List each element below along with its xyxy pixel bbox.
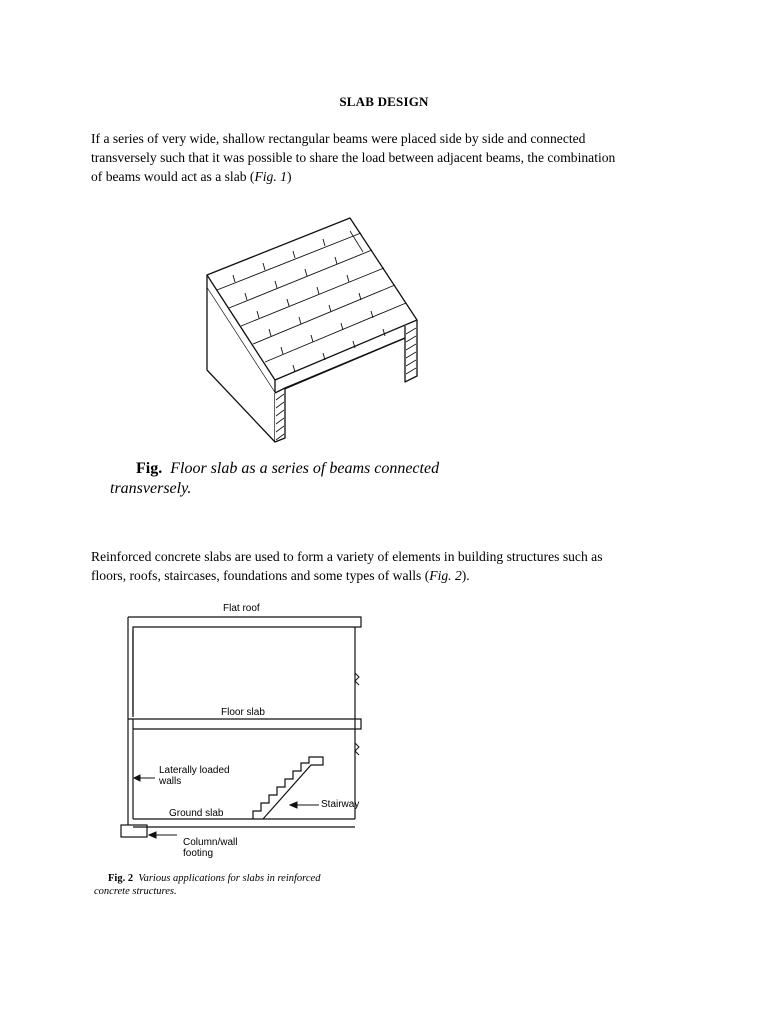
stairway bbox=[253, 757, 323, 819]
paragraph-line bbox=[91, 566, 691, 585]
figure1-caption bbox=[110, 459, 490, 499]
caption-text: transversely. bbox=[110, 480, 192, 497]
caption-text: Various applications for slabs in reinforced bbox=[138, 873, 321, 884]
paragraph-text: of beams would act as a slab ( bbox=[91, 169, 255, 184]
floor-slab-beams-figure bbox=[195, 210, 425, 445]
label-ground-slab: Ground slab bbox=[169, 808, 224, 819]
figure-reference: Fig. 2 bbox=[429, 568, 462, 583]
page-title: SLAB DESIGN bbox=[339, 94, 429, 109]
caption-number: 2 bbox=[127, 873, 134, 884]
label-floor-slab: Floor slab bbox=[221, 707, 265, 718]
flat-roof-slab bbox=[128, 617, 361, 717]
label-stairway: Stairway bbox=[321, 799, 360, 810]
figure-reference: Fig. 1 bbox=[254, 169, 287, 184]
caption-text: Floor slab as a series of beams connected bbox=[170, 460, 440, 477]
label-line: Laterally loaded bbox=[159, 765, 230, 776]
building-section-drawing bbox=[93, 597, 383, 865]
caption-text: concrete structures. bbox=[94, 886, 177, 897]
slabs-paragraph bbox=[91, 547, 691, 585]
paragraph-line bbox=[91, 167, 691, 186]
paragraph-text: floors, roofs, staircases, foundations and some types of walls ( bbox=[91, 568, 430, 583]
caption-label: Fig. bbox=[108, 873, 126, 884]
label-flat-roof: Flat roof bbox=[223, 603, 260, 614]
ground-slab bbox=[133, 819, 355, 827]
figure2-caption bbox=[94, 872, 394, 898]
paragraph-line: If a series of very wide, shallow rectangular beams were placed side by side and connected bbox=[91, 131, 586, 146]
label-line: footing bbox=[183, 848, 214, 859]
paragraph-text: ). bbox=[461, 568, 470, 583]
floor-slab bbox=[128, 719, 361, 729]
caption-label: Fig. bbox=[136, 460, 163, 477]
paragraph-line: Reinforced concrete slabs are used to form a variety of elements in building structures such as bbox=[91, 549, 603, 564]
paragraph-line: transversely such that it was possible to share the load between adjacent beams, the combination bbox=[91, 150, 616, 165]
slab-applications-figure bbox=[93, 597, 383, 865]
label-laterally-loaded-walls bbox=[159, 765, 230, 787]
intro-paragraph bbox=[91, 129, 691, 186]
paragraph-text: ) bbox=[286, 169, 292, 184]
label-line: Column/wall bbox=[183, 837, 238, 848]
label-column-wall-footing bbox=[183, 837, 237, 859]
label-line: walls bbox=[159, 776, 182, 787]
